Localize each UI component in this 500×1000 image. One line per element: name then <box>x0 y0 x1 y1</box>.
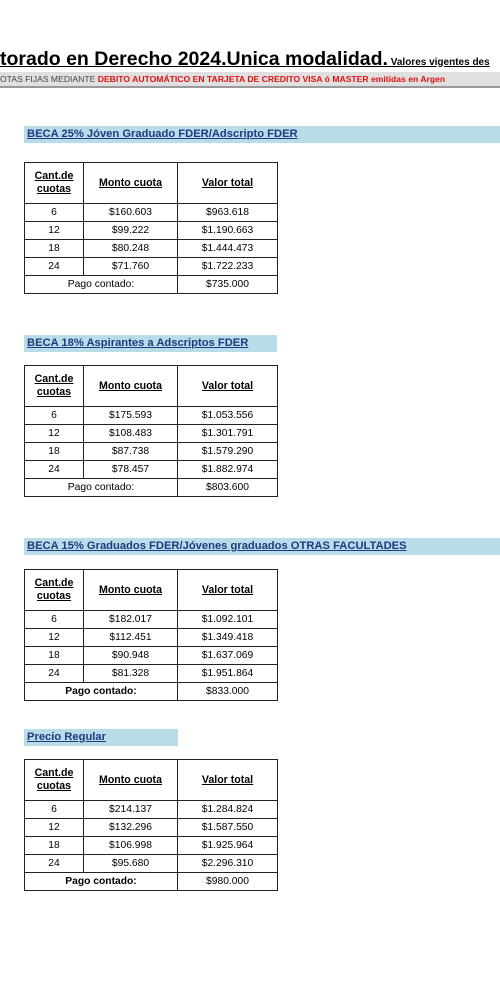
column-header-monto: Monto cuota <box>84 163 178 204</box>
fee-table-beca-18 <box>24 365 278 497</box>
contado-value: $803.600 <box>178 479 278 497</box>
contado-label: Pago contado: <box>25 873 178 891</box>
section-title: BECA 18% Aspirantes a Adscriptos FDER <box>27 337 249 349</box>
title-main: torado en Derecho 2024.Unica modalidad. <box>0 48 388 70</box>
column-header-cuotas: Cant.de cuotas <box>25 163 84 204</box>
table-row: 6 $214.137 $1.284.824 <box>25 801 278 819</box>
column-header-total: Valor total <box>178 570 278 611</box>
column-header-total: Valor total <box>178 366 278 407</box>
fee-table-beca-25 <box>24 162 278 294</box>
column-header-cuotas: Cant.de cuotas <box>25 366 84 407</box>
contado-row <box>25 683 278 701</box>
fee-table-beca-15 <box>24 569 278 701</box>
table-header-row <box>25 760 278 801</box>
table-row: 12 $112.451 $1.349.418 <box>25 629 278 647</box>
title-validity: Valores vigentes des <box>387 57 490 68</box>
table-row: 18 $80.248 $1.444.473 <box>25 240 278 258</box>
section-banner-beca-18 <box>24 335 277 352</box>
table-row: 24 $71.760 $1.722.233 <box>25 258 278 276</box>
contado-value: $735.000 <box>178 276 278 294</box>
section-title: Precio Regular <box>27 731 106 743</box>
contado-row <box>25 276 278 294</box>
table-row: 24 $78.457 $1.882.974 <box>25 461 278 479</box>
section-banner-beca-15 <box>24 538 500 555</box>
payment-method-highlight: DEBITO AUTOMÁTICO EN TARJETA DE CREDITO VISA ó MASTER emitidas en Argen <box>97 74 446 84</box>
column-header-monto: Monto cuota <box>84 760 178 801</box>
table-row: 24 $95.680 $2.296.310 <box>25 855 278 873</box>
document-title <box>0 47 500 75</box>
table-row: 18 $106.998 $1.925.964 <box>25 837 278 855</box>
contado-label: Pago contado: <box>25 479 178 497</box>
section-banner-beca-25 <box>24 126 500 143</box>
table-header-row <box>25 570 278 611</box>
column-header-cuotas: Cant.de cuotas <box>25 570 84 611</box>
fee-table-precio-regular <box>24 759 278 891</box>
contado-label: Pago contado: <box>25 683 178 701</box>
payment-method-line <box>0 72 500 86</box>
column-header-total: Valor total <box>178 163 278 204</box>
table-row: 18 $90.948 $1.637.069 <box>25 647 278 665</box>
column-header-total: Valor total <box>178 760 278 801</box>
section-title: BECA 25% Jóven Graduado FDER/Adscripto FDER <box>27 128 298 140</box>
contado-value: $980.000 <box>178 873 278 891</box>
section-banner-precio-regular <box>24 729 178 746</box>
payment-method-prefix: OTAS FIJAS MEDIANTE <box>0 74 98 84</box>
column-header-monto: Monto cuota <box>84 366 178 407</box>
table-header-row <box>25 163 278 204</box>
table-row: 12 $108.483 $1.301.791 <box>25 425 278 443</box>
contado-row <box>25 479 278 497</box>
table-header-row <box>25 366 278 407</box>
column-header-cuotas: Cant.de cuotas <box>25 760 84 801</box>
table-row: 12 $132.296 $1.587.550 <box>25 819 278 837</box>
table-row: 12 $99.222 $1.190.663 <box>25 222 278 240</box>
section-title: BECA 15% Graduados FDER/Jóvenes graduados OTRAS FACULTADES <box>27 540 407 552</box>
contado-row <box>25 873 278 891</box>
table-row: 6 $160.603 $963.618 <box>25 204 278 222</box>
contado-value: $833.000 <box>178 683 278 701</box>
table-row: 18 $87.738 $1.579.290 <box>25 443 278 461</box>
divider <box>0 86 500 88</box>
table-row: 24 $81.328 $1.951.864 <box>25 665 278 683</box>
table-row: 6 $182.017 $1.092.101 <box>25 611 278 629</box>
table-row: 6 $175.593 $1.053.556 <box>25 407 278 425</box>
column-header-monto: Monto cuota <box>84 570 178 611</box>
contado-label: Pago contado: <box>25 276 178 294</box>
